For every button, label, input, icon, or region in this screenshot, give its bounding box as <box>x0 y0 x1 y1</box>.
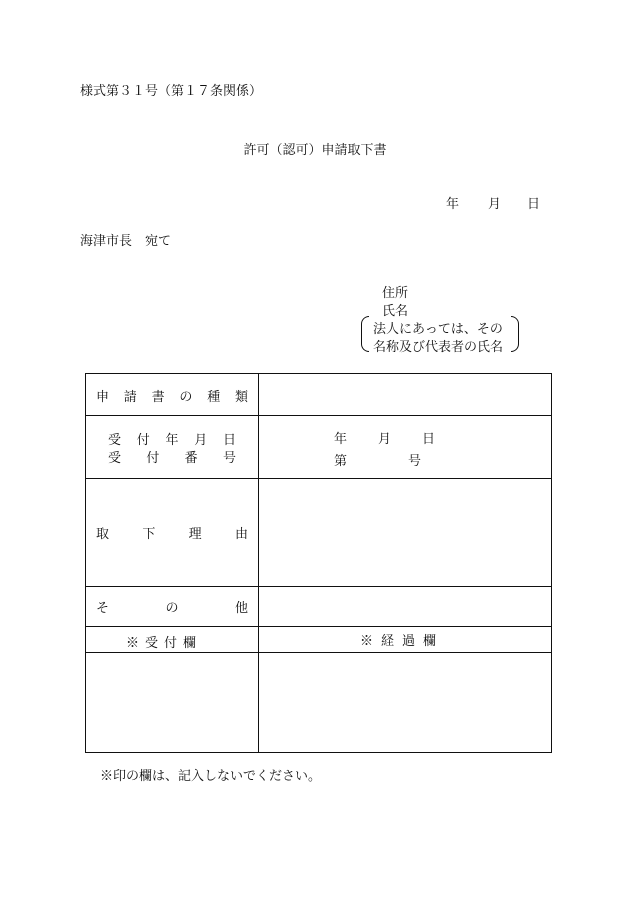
progress-box <box>260 654 548 750</box>
receipt-date-label: 受 付 年 月 日 <box>108 432 236 448</box>
table-column-divider <box>258 374 259 752</box>
receipt-number-suffix: 号 <box>408 454 422 469</box>
table-rule <box>86 652 551 653</box>
table-rule <box>86 626 551 627</box>
applicant-name-label: 氏名 <box>382 304 409 319</box>
footnote: ※印の欄は、記入しないでください。 <box>100 769 322 784</box>
application-withdrawal-table <box>85 373 552 753</box>
form-number: 様式第３１号（第１７条関係） <box>80 84 263 99</box>
receipt-number-label: 受 付 番 号 <box>108 450 236 466</box>
table-rule <box>86 415 551 416</box>
reception-box <box>88 654 256 750</box>
application-type-label: 申 請 書 の 種 類 <box>96 389 248 405</box>
table-rule <box>86 478 551 479</box>
date-month-label: 月 <box>488 197 502 212</box>
receipt-date-month: 月 <box>378 432 392 447</box>
addressee: 海津市長 宛て <box>80 234 172 249</box>
application-type-field[interactable] <box>260 376 548 414</box>
applicant-address-label: 住所 <box>382 286 409 301</box>
other-label: そ の 他 <box>96 600 248 616</box>
receipt-date-day: 日 <box>422 432 436 447</box>
corporate-note-line2: 名称及び代表者の氏名 <box>373 340 504 355</box>
right-bracket <box>511 316 519 352</box>
progress-column-label: ※経過欄 <box>360 634 445 649</box>
withdrawal-reason-field[interactable] <box>260 480 548 584</box>
reception-column-label: ※受付欄 <box>126 636 203 651</box>
date-year-label: 年 <box>446 197 460 212</box>
date-day-label: 日 <box>527 197 541 212</box>
left-bracket <box>361 316 369 352</box>
table-rule <box>86 586 551 587</box>
document-title: 許可（認可）申請取下書 <box>243 143 387 158</box>
corporate-note-line1: 法人にあっては、その <box>373 322 503 337</box>
receipt-number-prefix: 第 <box>334 454 348 469</box>
receipt-date-year: 年 <box>334 432 348 447</box>
withdrawal-reason-label: 取 下 理 由 <box>96 526 248 542</box>
other-field[interactable] <box>260 588 548 624</box>
